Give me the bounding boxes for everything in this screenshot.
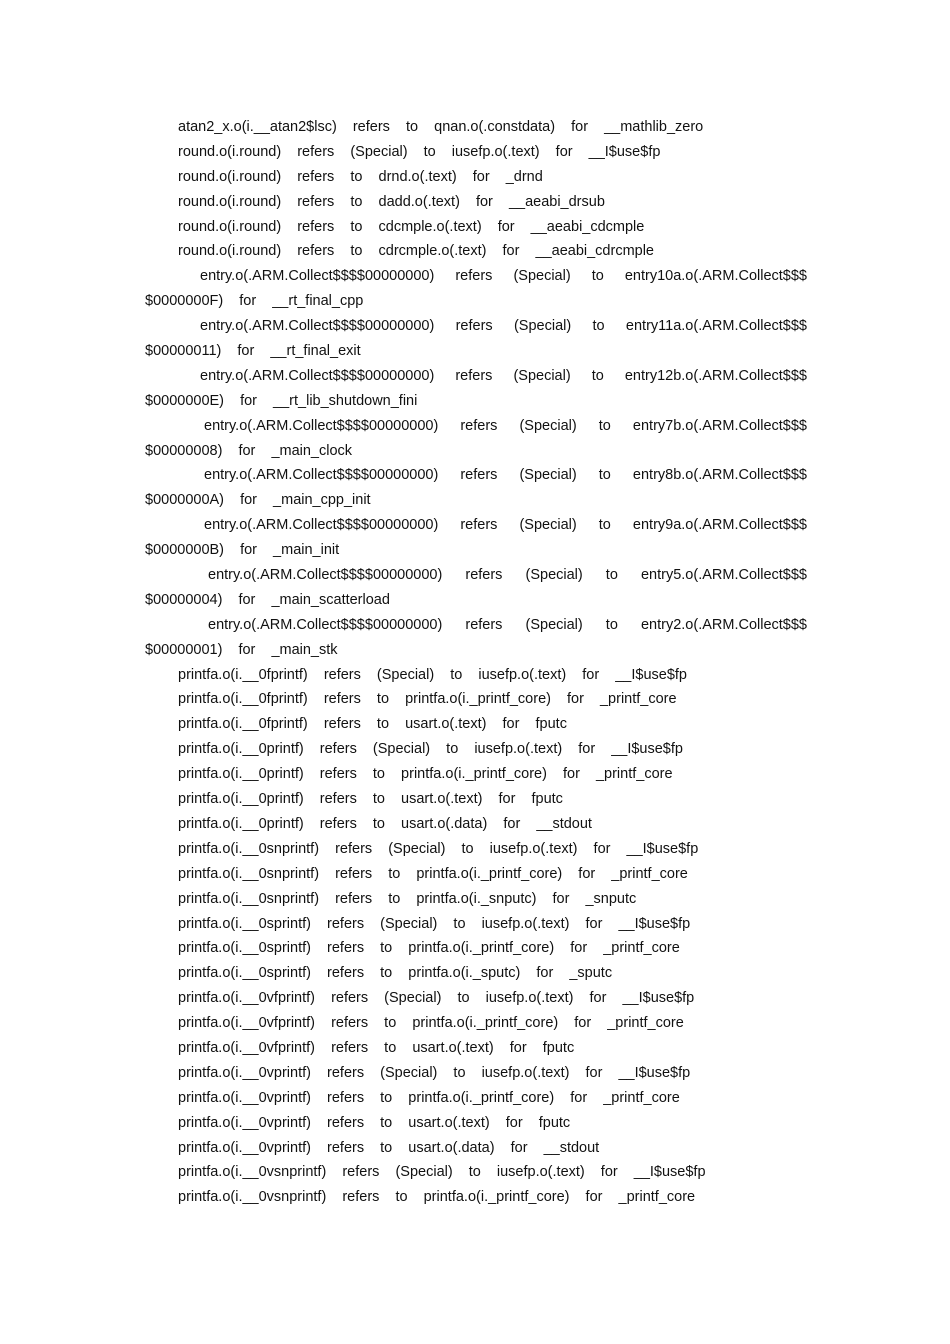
text-line: $00000011) for __rt_final_exit xyxy=(145,343,361,360)
text-line: printfa.o(i.__0printf) refers to usart.o(.text) for fputc xyxy=(178,791,563,808)
wrapped-paragraph xyxy=(145,613,807,663)
text-line: entry.o(.ARM.Collect$$$$00000000) refers (Special) to entry5.o(.ARM.Collect$$$ xyxy=(208,567,807,584)
text-line: printfa.o(i.__0fprintf) refers to printfa.o(i._printf_core) for _printf_core xyxy=(178,691,677,708)
text-line: printfa.o(i.__0sprintf) refers (Special) to iusefp.o(.text) for __I$use$fp xyxy=(178,915,691,932)
text-line: printfa.o(i.__0vfprintf) refers to usart.o(.text) for fputc xyxy=(178,1039,575,1056)
text-line: printfa.o(i.__0snprintf) refers to printfa.o(i._snputc) for _snputc xyxy=(178,890,637,907)
text-line: $0000000E) for __rt_lib_shutdown_fini xyxy=(145,392,418,409)
text-line: entry.o(.ARM.Collect$$$$00000000) refers (Special) to entry7b.o(.ARM.Collect$$$ xyxy=(204,417,807,434)
wrapped-paragraph xyxy=(145,314,807,364)
text-line: printfa.o(i.__0snprintf) refers (Special) to iusefp.o(.text) for __I$use$fp xyxy=(178,840,699,857)
text-line: entry.o(.ARM.Collect$$$$00000000) refers (Special) to entry9a.o(.ARM.Collect$$$ xyxy=(204,517,807,534)
text-line: printfa.o(i.__0printf) refers to printfa.o(i._printf_core) for _printf_core xyxy=(178,766,673,783)
text-line: printfa.o(i.__0vprintf) refers to printfa.o(i._printf_core) for _printf_core xyxy=(178,1089,680,1106)
text-line: atan2_x.o(i.__atan2$lsc) refers to qnan.o(.constdata) for __mathlib_zero xyxy=(178,119,704,135)
text-line: printfa.o(i.__0vfprintf) refers to printfa.o(i._printf_core) for _printf_core xyxy=(178,1015,684,1032)
text-line: printfa.o(i.__0snprintf) refers to printfa.o(i._printf_core) for _printf_core xyxy=(178,865,688,882)
text-line: entry.o(.ARM.Collect$$$$00000000) refers (Special) to entry10a.o(.ARM.Collect$$$ xyxy=(200,268,807,285)
wrapped-paragraph xyxy=(145,563,807,613)
text-line: printfa.o(i.__0printf) refers to usart.o(.data) for __stdout xyxy=(178,815,592,832)
text-line: entry.o(.ARM.Collect$$$$00000000) refers (Special) to entry12b.o(.ARM.Collect$$$ xyxy=(200,367,807,384)
text-line: round.o(i.round) refers to cdrcmple.o(.text) for __aeabi_cdrcmple xyxy=(178,243,654,260)
text-line: $0000000A) for _main_cpp_init xyxy=(145,492,371,509)
text-line: printfa.o(i.__0printf) refers (Special) to iusefp.o(.text) for __I$use$fp xyxy=(178,741,683,758)
text-line: printfa.o(i.__0sprintf) refers to printfa.o(i._sputc) for _sputc xyxy=(178,965,613,982)
wrapped-paragraph xyxy=(145,414,807,464)
text-line: round.o(i.round) refers to drnd.o(.text) for _drnd xyxy=(178,168,543,185)
text-line: round.o(i.round) refers to dadd.o(.text) for __aeabi_drsub xyxy=(178,193,605,210)
document-body xyxy=(145,115,807,1210)
text-line: printfa.o(i.__0vprintf) refers to usart.o(.text) for fputc xyxy=(178,1114,571,1131)
wrapped-paragraph xyxy=(145,264,807,314)
text-line: printfa.o(i.__0vfprintf) refers (Special) to iusefp.o(.text) for __I$use$fp xyxy=(178,990,695,1007)
wrapped-paragraph xyxy=(145,513,807,563)
text-line: printfa.o(i.__0vsnprintf) refers (Special) to iusefp.o(.text) for __I$use$fp xyxy=(178,1164,706,1181)
wrapped-paragraph xyxy=(145,463,807,513)
text-line: entry.o(.ARM.Collect$$$$00000000) refers (Special) to entry8b.o(.ARM.Collect$$$ xyxy=(204,467,807,484)
text-line: printfa.o(i.__0fprintf) refers to usart.o(.text) for fputc xyxy=(178,716,567,733)
text-line: round.o(i.round) refers to cdcmple.o(.text) for __aeabi_cdcmple xyxy=(178,218,645,235)
text-line: printfa.o(i.__0sprintf) refers to printfa.o(i._printf_core) for _printf_core xyxy=(178,940,680,957)
text-line: printfa.o(i.__0vprintf) refers (Special) to iusefp.o(.text) for __I$use$fp xyxy=(178,1064,691,1081)
text-line: $00000001) for _main_stk xyxy=(145,641,338,658)
wrapped-paragraph xyxy=(145,364,807,414)
text-line: printfa.o(i.__0vsnprintf) refers to printfa.o(i._printf_core) for _printf_core xyxy=(178,1189,696,1206)
text-line: entry.o(.ARM.Collect$$$$00000000) refers (Special) to entry11a.o(.ARM.Collect$$$ xyxy=(200,318,807,335)
text-line: $0000000F) for __rt_final_cpp xyxy=(145,293,364,310)
text-line: entry.o(.ARM.Collect$$$$00000000) refers (Special) to entry2.o(.ARM.Collect$$$ xyxy=(208,616,807,633)
text-line: $00000008) for _main_clock xyxy=(145,442,353,459)
text-line: round.o(i.round) refers (Special) to iusefp.o(.text) for __I$use$fp xyxy=(178,143,661,160)
text-line: printfa.o(i.__0vprintf) refers to usart.o(.data) for __stdout xyxy=(178,1139,600,1156)
text-line: $00000004) for _main_scatterload xyxy=(145,591,390,608)
text-line: $0000000B) for _main_init xyxy=(145,542,340,559)
text-line: printfa.o(i.__0fprintf) refers (Special) to iusefp.o(.text) for __I$use$fp xyxy=(178,666,687,683)
